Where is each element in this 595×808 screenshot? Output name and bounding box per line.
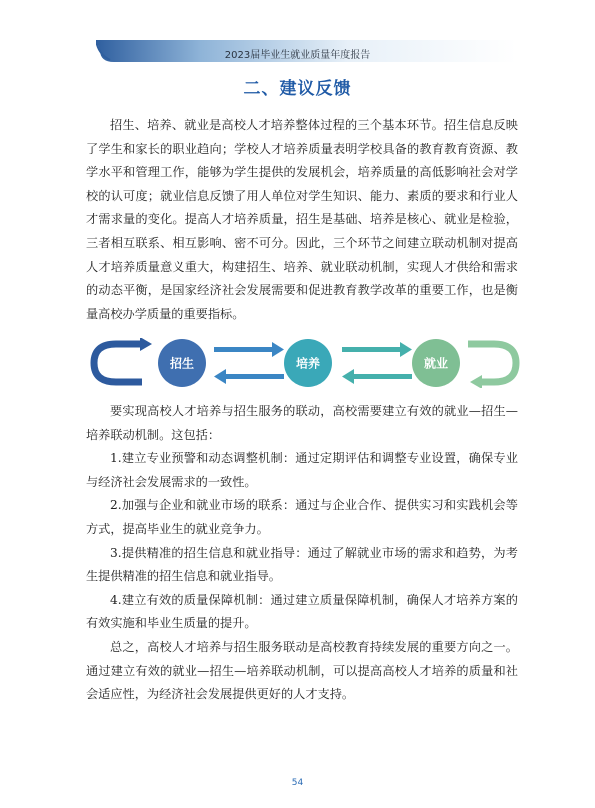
node-jiuye (412, 339, 460, 387)
arrows-peiyang-jiuye (342, 342, 412, 384)
intro-paragraph: 招生、培养、就业是高校人才培养整体过程的三个基本环节。招生信息反映了学生和家长的职业趋向；学校人才培养质量表明学校具备的教育教育资源、教学水平和管理工作，能够为学生提供的发展机会，培养质量的高低影响社会对学校的认可度；就业信息反馈了用人单位对学生知识、能力、素质的要求和行业人才需求量的变化。提高人才培养质量，招生是基础、培养是核心、就业是检验，三者相互联系、相互影响、密不可分。因此，三个环节之间建立联动机制对提高人才培养质量意义重大，构建招生、培养、就业联动机制，实现人才供给和需求的动态平衡，是国家经济社会发展需要和促进教育教学改革的重要工作，也是衡量高校办学质量的重要指标。 (86, 118, 518, 321)
report-title: 2023届毕业生就业质量年度报告 (224, 50, 371, 61)
loop-arrow-left (94, 338, 152, 382)
list-item: 3.提供精准的招生信息和就业指导：通过了解就业市场的需求和趋势，为考生提供精准的招生信息和就业指导。 (86, 545, 518, 584)
mechanism-section (86, 400, 518, 707)
lead-paragraph: 要实现高校人才培养与招生服务的联动，高校需要建立有效的就业—招生—培养联动机制。这包括： (86, 404, 518, 442)
list-item: 4.建立有效的质量保障机制：通过建立质量保障机制，确保人才培养方案的有效实施和毕业生质量的提升。 (86, 592, 518, 631)
linkage-diagram (90, 338, 520, 388)
page-number: 54 (291, 778, 304, 788)
node-label: 培养 (295, 356, 321, 371)
node-zhaosheng (158, 339, 206, 387)
loop-arrow-right (468, 344, 516, 388)
section-title: 二、建议反馈 (243, 79, 352, 99)
list-item: 2.加强与企业和就业市场的联系：通过与企业合作、提供实习和实践机会等方式，提高毕业生的就业竞争力。 (86, 498, 518, 536)
summary-paragraph: 总之，高校人才培养与招生服务联动是高校教育持续发展的重要方向之一。通过建立有效的就业—招生—培养联动机制，可以提高高校人才培养的质量和社会适应性，为经济社会发展提供更好的人才支持。 (86, 639, 518, 702)
node-peiyang (284, 339, 332, 387)
node-label: 就业 (423, 356, 449, 371)
node-label: 招生 (169, 356, 195, 371)
arrows-zhaosheng-peiyang (214, 342, 284, 384)
list-item: 1.建立专业预警和动态调整机制：通过定期评估和调整专业设置，确保专业与经济社会发展需求的一致性。 (86, 451, 518, 489)
